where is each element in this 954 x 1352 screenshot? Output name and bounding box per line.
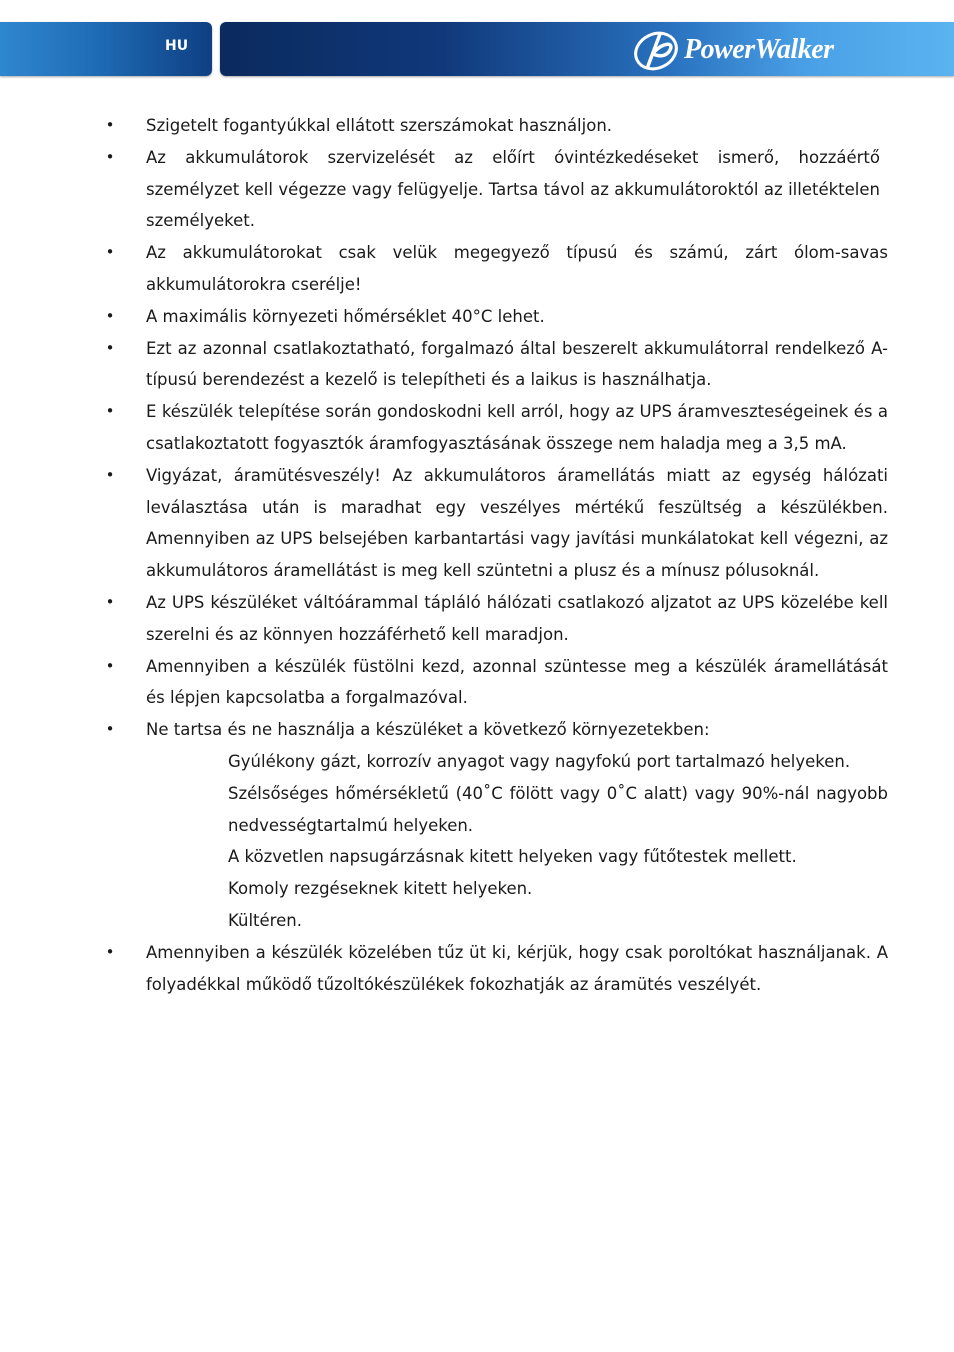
list-item bbox=[0, 460, 888, 587]
list-item bbox=[0, 937, 888, 1001]
bullet-icon: • bbox=[105, 147, 115, 166]
list-item bbox=[0, 396, 888, 460]
language-tab bbox=[0, 22, 212, 76]
list-item-text: A maximális környezeti hőmérséklet 40°C lehet. bbox=[146, 306, 545, 326]
list-item bbox=[0, 142, 880, 237]
environment-item: Gyúlékony gázt, korrozív anyagot vagy nagyfokú port tartalmazó helyeken. bbox=[228, 751, 851, 771]
bullet-icon: • bbox=[105, 402, 115, 421]
bullet-icon: • bbox=[105, 243, 115, 262]
list-item-text: Ezt az azonnal csatlakoztatható, forgalmazó által beszerelt akkumulátorral rendelkező A-típusú berendezést a kezelő is telepítheti és a laikus is használhatja. bbox=[146, 338, 888, 390]
list-item-text: Szigetelt fogantyúkkal ellátott szerszámokat használjon. bbox=[146, 116, 613, 135]
list-item-text: Az akkumulátorokat csak velük megegyező típusú és számú, zárt ólom-savas akkumulátorokra cserélje! bbox=[146, 243, 888, 294]
list-item-text: Az UPS készüléket váltóárammal tápláló hálózati csatlakozó aljzatot az UPS közelébe kell szerelni és az könnyen hozzáférhető kell maradjon. bbox=[146, 592, 888, 644]
environment-item: Komoly rezgéseknek kitett helyeken. bbox=[228, 879, 533, 899]
bullet-icon: • bbox=[105, 592, 115, 611]
list-item bbox=[0, 333, 888, 397]
environment-item: A közvetlen napsugárzásnak kitett helyeken vagy fűtőtestek mellett. bbox=[228, 847, 797, 867]
bullet-icon: • bbox=[105, 465, 115, 484]
bullet-icon: • bbox=[105, 656, 115, 675]
environment-item: Szélsőséges hőmérsékletű (40˚C fölött vagy 0˚C alatt) vagy 90%-nál nagyobb nedvességtartalmú helyeken. bbox=[228, 783, 888, 835]
bullet-icon: • bbox=[105, 116, 115, 134]
brand-logo bbox=[630, 28, 940, 74]
powerwalker-logo-icon bbox=[630, 28, 684, 74]
list-item-text: Az akkumulátorok szervizelését az előírt óvintézkedéseket ismerő, hozzáértő személyzet kell végezze vagy felügyelje. Tartsa távol az akkumulátoroktól az illetéktelen személyeket. bbox=[146, 147, 880, 231]
list-item-text: Amennyiben a készülék közelében tűz üt ki, kérjük, hogy csak poroltókat használjanak. A folyadékkal működő tűzoltókészülékek fokozhatják az áramütés veszélyét. bbox=[146, 942, 888, 994]
list-item-text: Amennyiben a készülék füstölni kezd, azonnal szüntesse meg a készülék áramellátását és lépjen kapcsolatba a forgalmazóval. bbox=[146, 656, 888, 708]
language-tab-label: HU bbox=[165, 38, 189, 54]
bullet-icon: • bbox=[105, 338, 115, 357]
brand-logo-text: PowerWalker bbox=[684, 34, 834, 65]
environment-item: Kültéren. bbox=[228, 910, 302, 930]
safety-instructions bbox=[0, 110, 954, 1000]
bullet-icon: • bbox=[105, 942, 115, 961]
bullet-icon: • bbox=[105, 720, 115, 739]
list-item bbox=[0, 651, 888, 715]
list-item-text: E készülék telepítése során gondoskodni kell arról, hogy az UPS áramveszteségeinek és a csatlakoztatott fogyasztók áramfogyasztásának összege nem haladja meg a 3,5 mA. bbox=[146, 402, 888, 453]
list-item bbox=[0, 714, 888, 746]
list-item-text: Ne tartsa és ne használja a készüléket a következő környezetekben: bbox=[146, 720, 710, 740]
list-item bbox=[0, 110, 888, 142]
list-item-text: Vigyázat, áramütésveszély! Az akkumulátoros áramellátás miatt az egység hálózati leválasztása után is maradhat egy veszélyes mértékű feszültség a készülékben. Amennyiben az UPS belsejében karbantartási vagy javítási munkálatokat kell végezni, az akkumulátoros áramellátást is meg kell szüntetni a plusz és a mínusz pólusoknál. bbox=[146, 465, 888, 581]
page-header bbox=[0, 20, 954, 78]
list-item bbox=[0, 237, 888, 301]
list-item bbox=[0, 301, 888, 333]
bullet-icon: • bbox=[105, 306, 115, 325]
list-item bbox=[0, 587, 888, 651]
